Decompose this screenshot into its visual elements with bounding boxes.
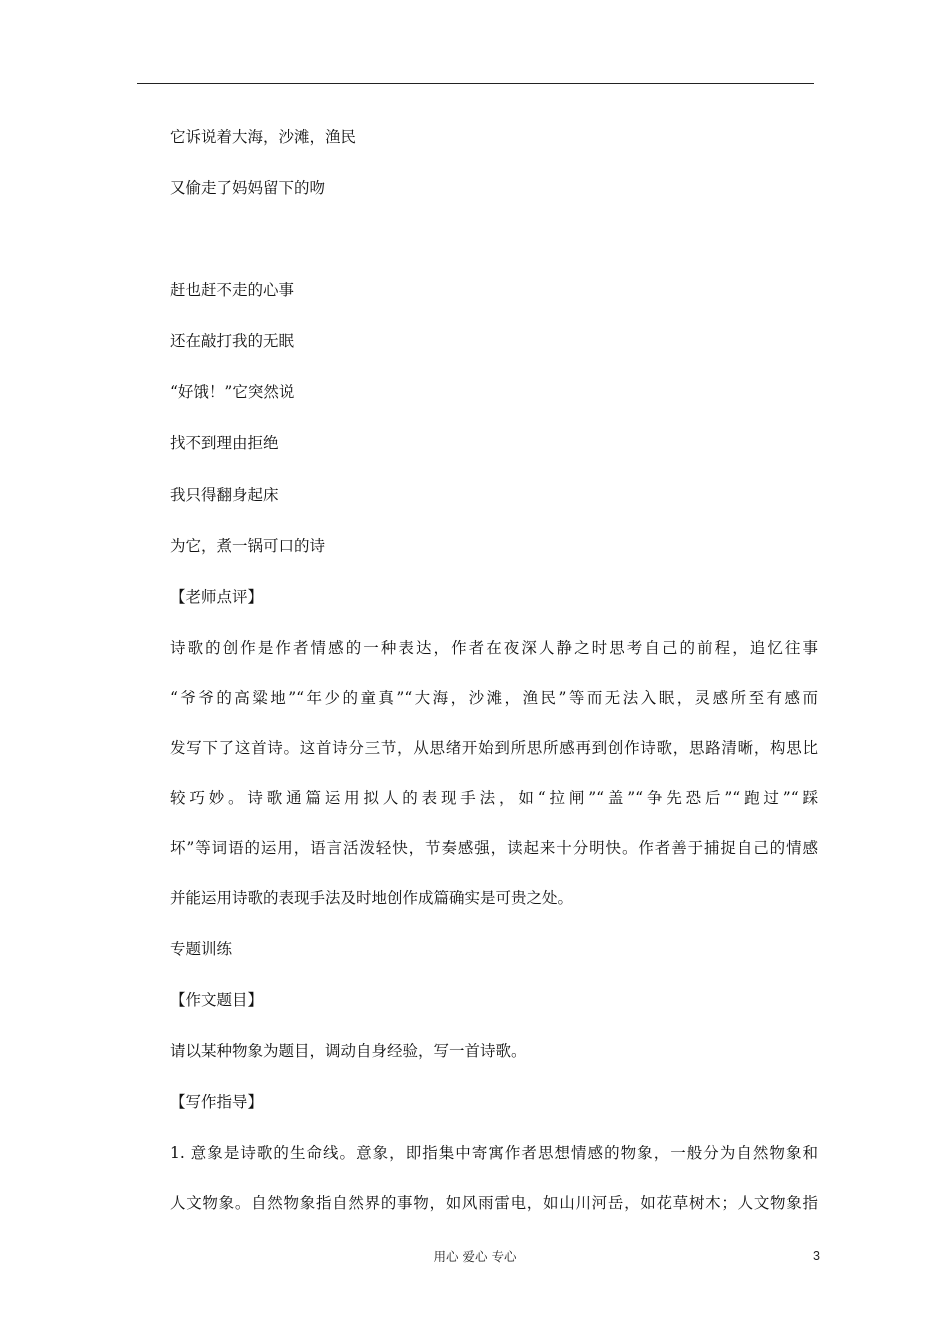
comment-line: 坏”等词语的运用，语言活泼轻快，节奏感强，读起来十分明快。作者善于捕捉自己的情感 (170, 839, 818, 857)
header-rule (137, 83, 814, 84)
poem-line: 找不到理由拒绝 (170, 434, 279, 452)
comment-line: “爷爷的高粱地”“年少的童真”“大海，沙滩，渔民”等而无法入眠，灵感所至有感而 (170, 689, 818, 707)
section-heading-training: 专题训练 (170, 940, 233, 958)
poem-line: 还在敲打我的无眠 (170, 332, 295, 350)
section-heading-topic: 【作文题目】 (170, 991, 264, 1009)
guide-line: 1. 意象是诗歌的生命线。意象，即指集中寄寓作者思想情感的物象，一般分为自然物象和 (170, 1144, 818, 1162)
comment-line: 诗歌的创作是作者情感的一种表达，作者在夜深人静之时思考自己的前程，追忆往事 (170, 639, 818, 657)
poem-line: 赶也赶不走的心事 (170, 281, 295, 299)
poem-line: 为它，煮一锅可口的诗 (170, 537, 326, 555)
poem-line: 它诉说着大海，沙滩，渔民 (170, 128, 357, 146)
comment-line: 发写下了这首诗。这首诗分三节，从思绪开始到所思所感再到创作诗歌，思路清晰，构思比 (170, 739, 818, 757)
page-number: 3 (813, 1249, 820, 1263)
poem-line: 又偷走了妈妈留下的吻 (170, 179, 326, 197)
comment-line: 较巧妙。诗歌通篇运用拟人的表现手法，如“拉闸”“盖”“争先恐后”“跑过”“踩 (170, 789, 818, 807)
section-heading-teacher-comment: 【老师点评】 (170, 588, 264, 606)
section-heading-guide: 【写作指导】 (170, 1093, 264, 1111)
comment-line: 并能运用诗歌的表现手法及时地创作成篇确实是可贵之处。 (170, 889, 574, 907)
poem-line: “好饿！”它突然说 (170, 383, 295, 401)
topic-text: 请以某种物象为题目，调动自身经验，写一首诗歌。 (170, 1042, 527, 1060)
footer-motto: 用心 爱心 专心 (433, 1249, 517, 1264)
guide-line: 人文物象。自然物象指自然界的事物，如风雨雷电，如山川河岳，如花草树木；人文物象指 (170, 1194, 818, 1212)
poem-line: 我只得翻身起床 (170, 486, 279, 504)
